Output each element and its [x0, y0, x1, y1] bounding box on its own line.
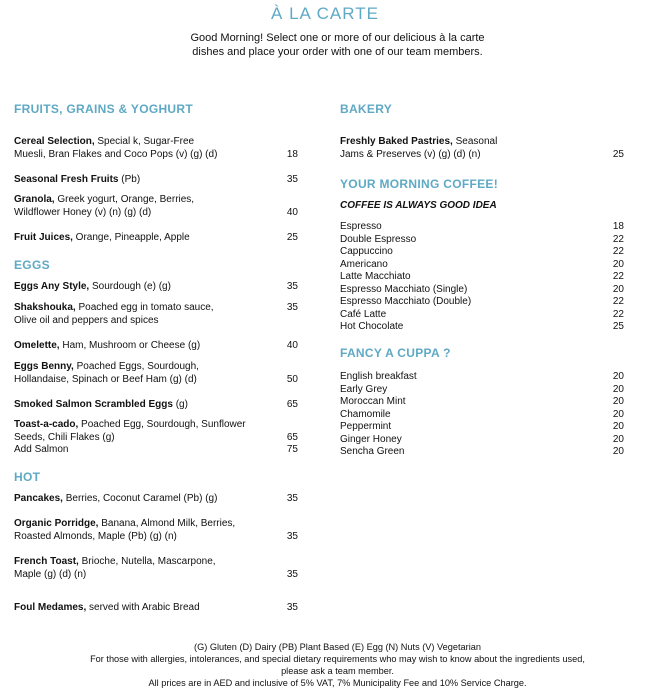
item-desc-2: Roasted Almonds, Maple (Pb) (g) (n)	[14, 530, 177, 542]
item-price: 35	[286, 281, 298, 292]
item-price: 20	[612, 396, 624, 407]
item-price: 40	[286, 206, 298, 218]
menu-item	[14, 136, 298, 161]
menu-item	[14, 232, 298, 245]
coffee-tagline: COFFEE IS ALWAYS GOOD IDEA	[340, 200, 497, 211]
item-desc: served with Arabic Bread	[86, 602, 200, 613]
prices-note: All prices are in AED and inclusive of 5% VAT, 7% Municipality Fee and 10% Service Charge.	[148, 678, 527, 688]
item-price: 20	[612, 283, 624, 295]
item-price: 20	[612, 371, 624, 382]
item-price: 75	[286, 444, 298, 455]
item-name: Sencha Green	[340, 446, 405, 457]
item-price: 20	[612, 446, 624, 457]
item-price: 18	[612, 221, 624, 232]
menu-item	[340, 409, 624, 422]
item-name: Smoked Salmon Scrambled Eggs	[14, 399, 173, 410]
menu-item	[14, 174, 298, 187]
item-price: 65	[286, 399, 298, 410]
item-name: Seasonal Fresh Fruits	[14, 174, 119, 185]
item-name: English breakfast	[340, 371, 417, 382]
item-price: 22	[612, 271, 624, 282]
menu-item	[14, 556, 298, 581]
menu-item	[340, 371, 624, 384]
item-desc: Banana, Almond Milk, Berries,	[98, 518, 236, 529]
item-desc: Brioche, Nutella, Mascarpone,	[78, 556, 216, 567]
item-name: Chamomile	[340, 408, 391, 420]
item-name: Pancakes,	[14, 493, 63, 504]
menu-item	[14, 444, 298, 457]
item-price: 20	[612, 433, 624, 445]
menu-item	[340, 271, 624, 284]
item-name: Fruit Juices,	[14, 232, 73, 243]
item-desc: Ham, Mushroom or Cheese (g)	[59, 340, 201, 351]
menu-item	[340, 234, 624, 247]
item-price: 35	[286, 302, 298, 313]
menu-item	[14, 399, 298, 412]
item-desc: Poached Eggs, Sourdough,	[73, 361, 199, 372]
menu-item	[14, 518, 298, 543]
item-desc: Poached egg in tomato sauce,	[75, 302, 214, 313]
item-desc: (g)	[172, 399, 188, 410]
item-desc-2: Seeds, Chili Flakes (g)	[14, 431, 115, 443]
item-price: 50	[286, 373, 298, 385]
item-name: Organic Porridge,	[14, 518, 99, 529]
item-price: 40	[286, 340, 298, 351]
item-price: 35	[286, 568, 298, 580]
item-desc: Orange, Pineapple, Apple	[72, 232, 190, 243]
item-price: 22	[612, 246, 624, 257]
menu-item	[340, 384, 624, 397]
item-desc: Special k, Sugar-Free	[94, 136, 195, 147]
item-desc: (Pb)	[118, 174, 141, 185]
item-name: Espresso Macchiato (Double)	[340, 296, 472, 307]
intro-line-2: dishes and place your order with one of our team members.	[192, 46, 483, 58]
item-name: Espresso	[340, 221, 382, 232]
section-heading-bakery: BAKERY	[340, 102, 393, 116]
item-price: 22	[612, 308, 624, 320]
item-price: 20	[612, 383, 624, 395]
menu-item	[340, 396, 624, 409]
allergy-note-2: please ask a team member.	[281, 666, 394, 676]
intro-line-1: Good Morning! Select one or more of our delicious à la carte	[190, 32, 485, 44]
menu-item	[14, 602, 298, 615]
item-desc: Add Salmon	[14, 444, 69, 455]
menu-item	[340, 246, 624, 259]
section-heading-fruits: FRUITS, GRAINS & YOGHURT	[14, 102, 193, 116]
menu-item	[340, 421, 624, 434]
menu-item	[340, 321, 624, 334]
item-name: Latte Macchiato	[340, 271, 411, 282]
intro-text	[0, 31, 650, 59]
section-heading-cuppa: FANCY A CUPPA ?	[340, 346, 451, 360]
section-heading-coffee: YOUR MORNING COFFEE!	[340, 177, 498, 191]
item-name: Ginger Honey	[340, 433, 402, 445]
menu-item	[14, 361, 298, 386]
item-desc-2: Wildflower Honey (v) (n) (g) (d)	[14, 206, 152, 218]
menu-item	[340, 284, 624, 297]
item-price: 65	[286, 431, 298, 443]
item-desc-2: Hollandaise, Spinach or Beef Ham (g) (d)	[14, 373, 197, 385]
menu-item	[340, 221, 624, 234]
item-name: Omelette,	[14, 340, 60, 351]
menu-item	[14, 281, 298, 294]
menu-item	[340, 136, 624, 161]
item-price: 25	[612, 148, 624, 160]
section-heading-hot: HOT	[14, 470, 41, 484]
item-name: Shakshouka,	[14, 302, 76, 313]
item-desc: Berries, Coconut Caramel (Pb) (g)	[62, 493, 218, 504]
item-name: Moroccan Mint	[340, 396, 406, 407]
item-desc-2: Muesli, Bran Flakes and Coco Pops (v) (g) (d)	[14, 148, 218, 160]
item-name: Early Grey	[340, 383, 388, 395]
menu-item	[14, 493, 298, 506]
item-name: Eggs Any Style,	[14, 281, 90, 292]
item-price: 18	[286, 148, 298, 160]
item-name: Toast-a-cado,	[14, 419, 79, 430]
item-price: 25	[286, 232, 298, 243]
item-name: Cereal Selection,	[14, 136, 95, 147]
item-price: 35	[286, 174, 298, 185]
item-price: 35	[286, 530, 298, 542]
item-price: 35	[286, 602, 298, 613]
menu-item	[14, 419, 298, 444]
section-heading-eggs: EGGS	[14, 258, 50, 272]
item-name: Eggs Benny,	[14, 361, 74, 372]
menu-item	[14, 340, 298, 353]
item-desc: Poached Egg, Sourdough, Sunflower	[78, 419, 246, 430]
footer-notes	[0, 641, 650, 689]
item-name: Espresso Macchiato (Single)	[340, 283, 468, 295]
item-price: 25	[612, 321, 624, 332]
menu-item	[340, 309, 624, 322]
item-price: 22	[612, 233, 624, 245]
menu-item	[340, 434, 624, 447]
menu-item	[340, 259, 624, 272]
item-price: 20	[612, 421, 624, 432]
item-name: Peppermint	[340, 421, 392, 432]
item-name: Double Espresso	[340, 233, 417, 245]
item-name: Foul Medames,	[14, 602, 87, 613]
allergen-legend: (G) Gluten (D) Dairy (PB) Plant Based (E) Egg (N) Nuts (V) Vegetarian	[194, 642, 481, 652]
item-desc: Seasonal	[452, 136, 498, 147]
item-name: Cappuccino	[340, 246, 393, 257]
menu-item	[14, 302, 298, 327]
item-desc-2: Maple (g) (d) (n)	[14, 568, 87, 580]
allergy-note-1: For those with allergies, intolerances, and special dietary requirements who may wish to know about the ingredients used,	[90, 654, 585, 664]
item-name: Freshly Baked Pastries,	[340, 136, 453, 147]
item-name: Granola,	[14, 194, 55, 205]
item-price: 20	[612, 408, 624, 420]
item-desc: Sourdough (e) (g)	[89, 281, 171, 292]
item-price: 35	[286, 493, 298, 504]
item-price: 20	[612, 258, 624, 270]
item-name: Café Latte	[340, 308, 387, 320]
item-desc: Greek yogurt, Orange, Berries,	[54, 194, 195, 205]
menu-item	[340, 446, 624, 459]
item-price: 22	[612, 296, 624, 307]
item-desc-2: Olive oil and peppers and spices	[14, 314, 159, 326]
menu-title: À LA CARTE	[271, 4, 379, 23]
item-name: Americano	[340, 258, 388, 270]
item-name: French Toast,	[14, 556, 79, 567]
menu-item	[14, 194, 298, 219]
item-desc-2: Jams & Preserves (v) (g) (d) (n)	[340, 148, 481, 160]
item-name: Hot Chocolate	[340, 321, 404, 332]
menu-item	[340, 296, 624, 309]
